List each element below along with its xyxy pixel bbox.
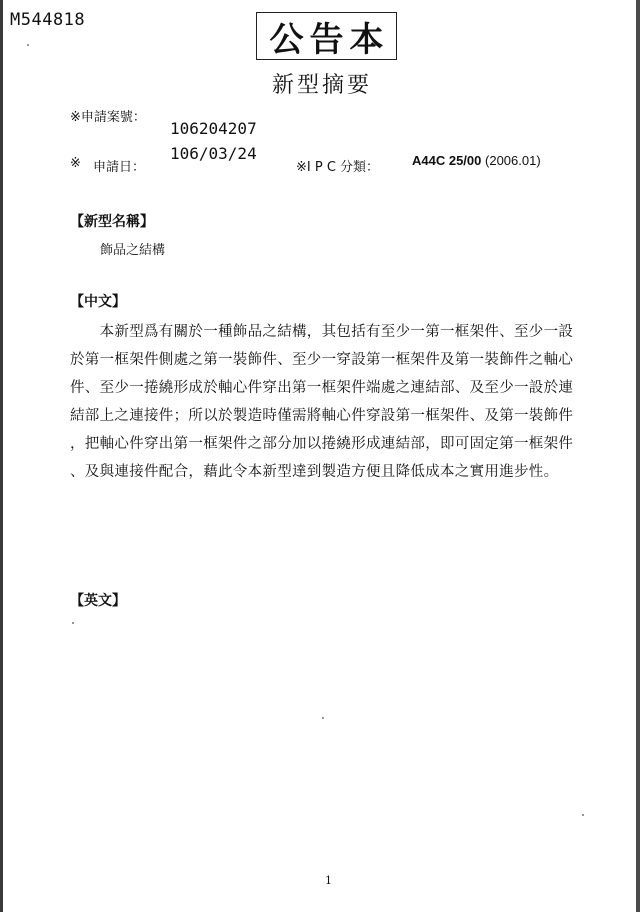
name-section-heading: 【新型名稱】 — [70, 214, 154, 230]
utility-model-name: 飾品之結構 — [100, 243, 166, 258]
ipc-version: (2006.01) — [485, 153, 541, 168]
application-number-value: 106204207 — [170, 119, 257, 138]
abstract-line: 、及與連接件配合，藉此令本新型達到製造方便且降低成本之實用進步性。 — [70, 464, 559, 480]
scan-speck — [322, 717, 324, 719]
application-date-value: 106/03/24 — [170, 144, 257, 163]
application-date-label: 申請日： — [93, 160, 146, 175]
application-date-mark: ※ — [70, 156, 81, 171]
ipc-code: A44C 25/00 — [412, 153, 482, 168]
announcement-stamp: 公告本 — [256, 12, 397, 60]
ipc-classification — [412, 153, 541, 168]
chinese-section-heading: 【中文】 — [70, 294, 126, 310]
abstract-line: 結部上之連接件；所以於製造時僅需將軸心件穿設第一框架件、及第一裝飾件 — [70, 408, 574, 424]
scan-edge-right — [636, 0, 640, 912]
page-number: 1 — [325, 874, 332, 887]
application-number-label: ※申請案號： — [70, 110, 146, 125]
abstract-line: 本新型爲有關於一種飾品之結構，其包括有至少一第一框架件、至少一設 — [70, 324, 574, 340]
abstract-line: 於第一框架件側處之第一裝飾件、至少一穿設第一框架件及第一裝飾件之軸心 — [70, 352, 574, 368]
english-section-heading: 【英文】 — [70, 593, 126, 609]
scan-speck — [27, 44, 29, 46]
page-title: 新型摘要 — [272, 73, 373, 98]
scan-speck — [582, 814, 584, 816]
scan-speck — [72, 622, 74, 624]
document-number: M544818 — [10, 10, 86, 30]
scan-edge-left — [0, 0, 3, 912]
chinese-abstract — [70, 318, 597, 486]
ipc-label: ※I P C 分類： — [296, 160, 380, 175]
abstract-line: 件、至少一捲繞形成於軸心件穿出第一框架件端處之連結部、及至少一設於連 — [70, 380, 574, 396]
abstract-line: ，把軸心件穿出第一框架件之部分加以捲繞形成連結部，即可固定第一框架件 — [70, 436, 574, 452]
